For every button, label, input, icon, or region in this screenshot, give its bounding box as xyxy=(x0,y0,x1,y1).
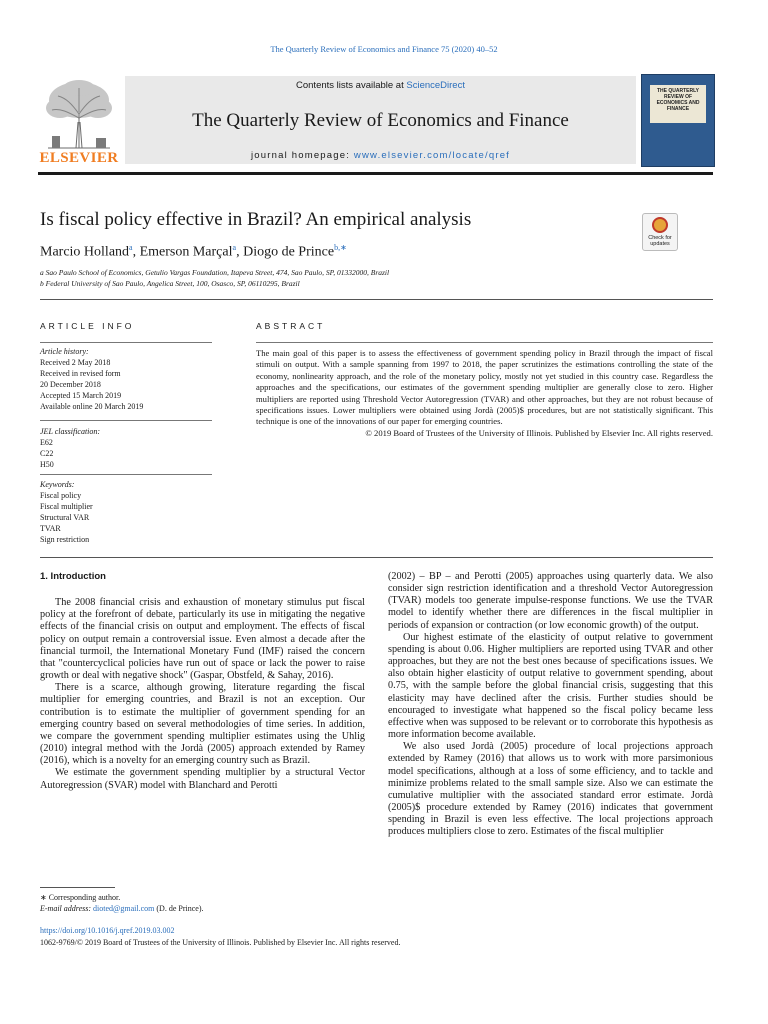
homepage-link[interactable]: www.elsevier.com/locate/qref xyxy=(353,150,511,161)
affiliation-a: a Sao Paulo School of Economics, Getulio Vargas Foundation, Itapeva Street, 474, Sao Paulo, SP, 01332000, Brazil xyxy=(40,268,390,277)
author-name[interactable]: Diogo de Prince xyxy=(243,244,335,260)
affiliation-b: b Federal University of Sao Paulo, Angelica Street, 100, Osasco, SP, 06110295, Brazil xyxy=(40,279,300,288)
email-label: E-mail address: xyxy=(40,904,94,913)
history-entry: Available online 20 March 2019 xyxy=(40,402,144,411)
author-separator: , xyxy=(236,244,244,260)
article-info-heading: ARTICLE INFO xyxy=(40,321,135,331)
body-column-right xyxy=(388,571,713,838)
history-entry: 20 December 2018 xyxy=(40,380,101,389)
sciencedirect-link[interactable]: ScienceDirect xyxy=(406,80,465,91)
contents-prefix: Contents lists available at xyxy=(296,80,407,91)
article-title: Is fiscal policy effective in Brazil? An empirical analysis xyxy=(40,209,472,230)
jel-classification xyxy=(40,426,212,470)
corresponding-author-note: ∗ Corresponding author. xyxy=(40,893,121,902)
journal-citation[interactable]: The Quarterly Review of Economics and Finance 75 (2020) 40–52 xyxy=(270,44,498,54)
abstract-copyright: © 2019 Board of Trustees of the University of Illinois. Published by Elsevier Inc. All rights reserved. xyxy=(365,427,713,438)
keyword: Structural VAR xyxy=(40,513,90,522)
body-paragraph: The 2008 financial crisis and exhaustion of monetary stimulus put fiscal policy at the forefront of debate, particularly its use in mitigating the negative effects of the financial crisis on output and employment. The effects of fiscal policy on output remain a controversial issue. Even almost a decade after the financial turmoil, the International Monetary Fund (IMF) raised the concern that "countercyclical policies have run out of space or lack the power to raise growth or deal with negative shock" (Gaspar, Obstfeld, & Sahay, 2016). xyxy=(40,597,365,682)
author-separator: , xyxy=(132,244,140,260)
check-updates-icon xyxy=(652,217,668,233)
jel-rule xyxy=(40,420,212,421)
homepage-prefix: journal homepage: xyxy=(250,150,354,161)
author-affil-marker[interactable]: a xyxy=(232,243,237,252)
footnote xyxy=(40,892,203,914)
abstract-heading: ABSTRACT xyxy=(256,321,326,331)
jel-code: E62 xyxy=(40,438,53,447)
front-matter-divider xyxy=(40,557,713,558)
body-paragraph: Our highest estimate of the elasticity of output relative to government spending is about 0.06. Higher multipliers are reported using TVAR and other approaches, but they are not the best ones because of specifications issues. We also obtain higher elasticity of output relative to government spending, about 0.75, with the sample before the global financial crisis, suggesting that this elasticity may have declined after the crisis. Further studies should be encouraged to investigate what happened so the fiscal policy became less effective when was supposed to be relevant or to corroborate this hypothesis as more information become available. xyxy=(388,631,713,741)
author-affil-marker[interactable]: b,∗ xyxy=(334,243,347,252)
footnote-rule xyxy=(40,887,115,888)
contents-line xyxy=(125,80,636,91)
body-paragraph: (2002) – BP – and Perotti (2005) approaches using quarterly data. We also consider sign restriction identification and a threshold Vector Autoregression (TVAR) models too generate impulse-response functions. We use the TVAR model to identify whether there are differences in the fiscal multiplier in periods of expansion or contraction (or low economic growth) of the output. xyxy=(388,571,713,631)
abstract-paragraph: The main goal of this paper is to assess the effectiveness of government spending policy in Brazil through the impact of fiscal stimuli on output. With a sample spanning from 1997 to 2018, the paper scrutinizes the estimations controlling the state of the economy, nonlinearity approach, and the role of the monetary policy, mostly not yet studied in this country case. Regardless the approaches and the specifications, our estimates of the government spending multiplier are generally close to zero. Higher multipliers are reported using Threshold Vector Autoregression (TVAR) and other approaches, but they are not robust because of specifications issues. Lower multipliers were obtained using Jordà (2005)$ procedures, but are not statistically significant. This technique is one of the innovations of our paper for emerging countries. xyxy=(256,348,713,427)
doi-link[interactable]: https://doi.org/10.1016/j.qref.2019.03.002 xyxy=(40,926,175,935)
check-updates-label: Check for updates xyxy=(648,235,672,247)
cover-title: THE QUARTERLY REVIEW OF ECONOMICS AND FINANCE xyxy=(656,88,700,112)
keyword: Sign restriction xyxy=(40,535,90,544)
journal-cover-thumbnail[interactable] xyxy=(641,74,715,167)
article-history xyxy=(40,346,212,412)
header-divider xyxy=(38,172,713,175)
jel-code: H50 xyxy=(40,460,54,469)
keyword: TVAR xyxy=(40,524,61,533)
abstract-rule xyxy=(256,342,713,343)
homepage-line xyxy=(125,150,636,161)
jel-code: C22 xyxy=(40,449,54,458)
issn-copyright: 1062-9769/© 2019 Board of Trustees of the University of Illinois. Published by Elsevier Inc. All rights reserved. xyxy=(40,938,401,947)
history-entry: Accepted 15 March 2019 xyxy=(40,391,122,400)
elsevier-wordmark: ELSEVIER xyxy=(39,150,119,166)
author-affil-marker[interactable]: a xyxy=(129,243,133,252)
keywords-label: Keywords: xyxy=(40,480,75,489)
body-paragraph: We estimate the government spending multiplier by a structural Vector Autoregression (SVAR) model with Blanchard and Perotti xyxy=(40,767,365,791)
keywords-rule xyxy=(40,474,212,475)
author-name[interactable]: Marcio Holland xyxy=(40,244,130,260)
email-line xyxy=(40,903,203,914)
abstract-body xyxy=(256,348,713,439)
body-paragraph: There is a scarce, although growing, literature regarding the fiscal multiplier for emerging countries, and Brazil is not an exception. Our contribution is to estimate the multiplier of government spending for an emerging country based on several methodologies of time series. In addition, we compare the government spending multiplier estimates using the Uhlig (2010) integral method with the Jordà (2005) approach extended by Ramey (2016), which is a novelty for an emerging country such as Brazil. xyxy=(40,682,365,767)
keyword: Fiscal policy xyxy=(40,491,82,500)
email-suffix: (D. de Prince). xyxy=(154,904,204,913)
article-info-rule xyxy=(40,342,212,343)
jel-label: JEL classification: xyxy=(40,427,101,436)
history-entry: Received in revised form xyxy=(40,369,121,378)
author-name[interactable]: Emerson Marçal xyxy=(139,244,233,260)
keyword: Fiscal multiplier xyxy=(40,502,93,511)
email-link[interactable]: dioted@gmail.com xyxy=(93,904,155,913)
check-for-updates-badge[interactable] xyxy=(642,213,678,251)
body-column-left xyxy=(40,571,365,792)
journal-title: The Quarterly Review of Economics and Finance xyxy=(192,110,569,131)
author-list xyxy=(40,243,347,261)
affiliation-divider xyxy=(40,299,713,300)
body-paragraph: We also used Jordà (2005) procedure of local projections approach extended by Ramey (2016) that allows us to work with more parsimonious model specifications, although at a loss of some efficiency, and to tackle and minimize problems related to the small sample size. Also we can estimate the cumulative multiplier with the associated standard error estimate. Jordà (2005)$ procedure extended by Ramey (2016) indicates that government spending in Brazil is even less effective. The local projections approach produces multipliers close to zero. Estimates of the fiscal multiplier xyxy=(388,741,713,838)
keywords xyxy=(40,479,212,545)
section-heading: 1. Introduction xyxy=(40,571,106,582)
history-entry: Received 2 May 2018 xyxy=(40,358,111,367)
history-label: Article history: xyxy=(40,347,89,356)
